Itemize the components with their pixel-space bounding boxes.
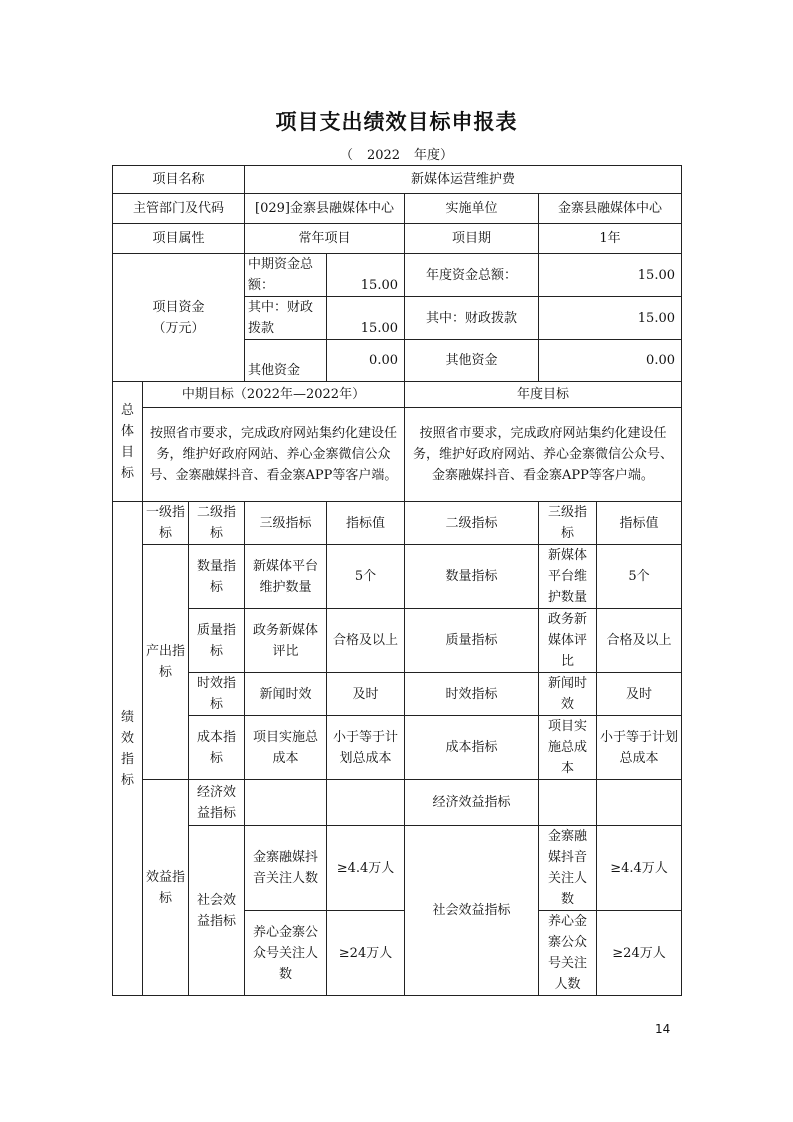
- row-goal-text: [113, 408, 682, 502]
- year-total-value: 15.00: [539, 254, 682, 297]
- period-value: 1年: [539, 224, 682, 254]
- output-l2: 时效指标: [189, 673, 245, 716]
- year-goal-text: 按照省市要求，完成政府网站集约化建设任务，维护好政府网站、养心金寨微信公众号、金寨融媒抖音、看金寨APP等客户端。: [405, 408, 682, 502]
- output-l3: 新闻时效: [245, 673, 327, 716]
- impl-label: 实施单位: [405, 194, 539, 224]
- economic-l2: 经济效益指标: [189, 780, 245, 826]
- funds-label-line1: 项目资金: [152, 299, 205, 315]
- social-value: ≥24万人: [327, 911, 405, 996]
- social-l2-year: 社会效益指标: [405, 826, 539, 996]
- year-fiscal-value: 15.00: [539, 297, 682, 340]
- mid-other-label: 其他资金: [245, 340, 327, 382]
- social-l3: 金寨融媒抖音关注人数: [245, 826, 327, 911]
- header-value: 指标值: [327, 502, 405, 545]
- output-l2-year: 质量指标: [405, 609, 539, 673]
- mid-goal-header: 中期目标（2022年—2022年）: [143, 382, 405, 408]
- output-l3: 项目实施总成本: [245, 716, 327, 780]
- mid-other-value: 0.00: [327, 340, 405, 382]
- year-suffix: 年度）: [414, 148, 454, 163]
- funds-label: [113, 254, 245, 382]
- row-indicator-headers: [113, 502, 682, 545]
- header-level1: 一级指标: [143, 502, 189, 545]
- impl-value: 金寨县融媒体中心: [539, 194, 682, 224]
- header-value-year: 指标值: [597, 502, 682, 545]
- output-l2-year: 成本指标: [405, 716, 539, 780]
- dept-value: [029]金寨县融媒体中心: [245, 194, 405, 224]
- output-value-year: 小于等于计划总成本: [597, 716, 682, 780]
- header-level2: 二级指标: [189, 502, 245, 545]
- row-output-timeliness: [113, 673, 682, 716]
- attr-label: 项目属性: [113, 224, 245, 254]
- header-level2-year: 二级指标: [405, 502, 539, 545]
- output-l3-year: 新闻时效: [539, 673, 597, 716]
- dept-label: 主管部门及代码: [113, 194, 245, 224]
- output-l2: 质量指标: [189, 609, 245, 673]
- benefit-indicator-label: 效益指标: [143, 780, 189, 996]
- output-value-year: 合格及以上: [597, 609, 682, 673]
- social-value: ≥4.4万人: [327, 826, 405, 911]
- social-value-year: ≥4.4万人: [597, 826, 682, 911]
- row-project-name: [113, 166, 682, 194]
- row-attribute: [113, 224, 682, 254]
- row-department: [113, 194, 682, 224]
- social-l3: 养心金寨公众号关注人数: [245, 911, 327, 996]
- row-output-cost: [113, 716, 682, 780]
- row-output-quantity: [113, 545, 682, 609]
- economic-value: [327, 780, 405, 826]
- year-line: [0, 144, 793, 163]
- output-value: 及时: [327, 673, 405, 716]
- economic-value-year: [597, 780, 682, 826]
- project-name-label: 项目名称: [113, 166, 245, 194]
- row-benefit-social-1a: [113, 826, 682, 869]
- row-funds-total: [113, 254, 682, 297]
- attr-value: 常年项目: [245, 224, 405, 254]
- performance-table: [112, 165, 682, 996]
- year-open: （: [339, 148, 353, 163]
- funds-label-line2: （万元）: [152, 320, 205, 336]
- output-value-year: 5个: [597, 545, 682, 609]
- output-value: 合格及以上: [327, 609, 405, 673]
- header-level3-year: 三级指标: [539, 502, 597, 545]
- header-level3: 三级指标: [245, 502, 327, 545]
- year-total-label: 年度资金总额：: [405, 254, 539, 297]
- output-l3: 政务新媒体评比: [245, 609, 327, 673]
- output-l3-year: 新媒体平台维护数量: [539, 545, 597, 609]
- social-l3-year: 金寨融媒抖音关注人数: [539, 826, 597, 911]
- performance-indicator-label: 绩效指标: [113, 502, 143, 996]
- output-l2: 成本指标: [189, 716, 245, 780]
- output-l2-year: 时效指标: [405, 673, 539, 716]
- output-l3-year: 政务新媒体评比: [539, 609, 597, 673]
- mid-goal-text: 按照省市要求，完成政府网站集约化建设任务，维护好政府网站、养心金寨微信公众号、金寨融媒抖音、看金寨APP等客户端。: [143, 408, 405, 502]
- page-title: 项目支出绩效目标申报表: [275, 110, 518, 134]
- economic-l3: [245, 780, 327, 826]
- year-other-label: 其他资金: [405, 340, 539, 382]
- year-goal-header: 年度目标: [405, 382, 682, 408]
- mid-total-value: 15.00: [327, 254, 405, 297]
- year-fiscal-label: 其中：财政拨款: [405, 297, 539, 340]
- output-value: 5个: [327, 545, 405, 609]
- social-value-year: ≥24万人: [597, 911, 682, 996]
- row-benefit-economic: [113, 780, 682, 826]
- row-goal-headers: [113, 382, 682, 408]
- output-l2-year: 数量指标: [405, 545, 539, 609]
- page-number: 14: [655, 1022, 671, 1036]
- economic-l3-year: [539, 780, 597, 826]
- output-value: 小于等于计划总成本: [327, 716, 405, 780]
- economic-l2-year: 经济效益指标: [405, 780, 539, 826]
- mid-fiscal-value: 15.00: [327, 297, 405, 340]
- overall-goal-label: 总体目标: [113, 382, 143, 502]
- period-label: 项目期: [405, 224, 539, 254]
- year-other-value: 0.00: [539, 340, 682, 382]
- project-name-value: 新媒体运营维护费: [245, 166, 682, 194]
- output-value-year: 及时: [597, 673, 682, 716]
- row-output-quality: [113, 609, 682, 673]
- social-l3-year: 养心金寨公众号关注人数: [539, 911, 597, 996]
- output-l2: 数量指标: [189, 545, 245, 609]
- output-l3: 新媒体平台维护数量: [245, 545, 327, 609]
- output-indicator-label: 产出指标: [143, 545, 189, 780]
- mid-fiscal-label: 其中：财政拨款: [245, 297, 327, 340]
- mid-total-label: 中期资金总额：: [245, 254, 327, 297]
- social-l2: 社会效益指标: [189, 826, 245, 996]
- year-value: 2022: [366, 148, 401, 163]
- output-l3-year: 项目实施总成本: [539, 716, 597, 780]
